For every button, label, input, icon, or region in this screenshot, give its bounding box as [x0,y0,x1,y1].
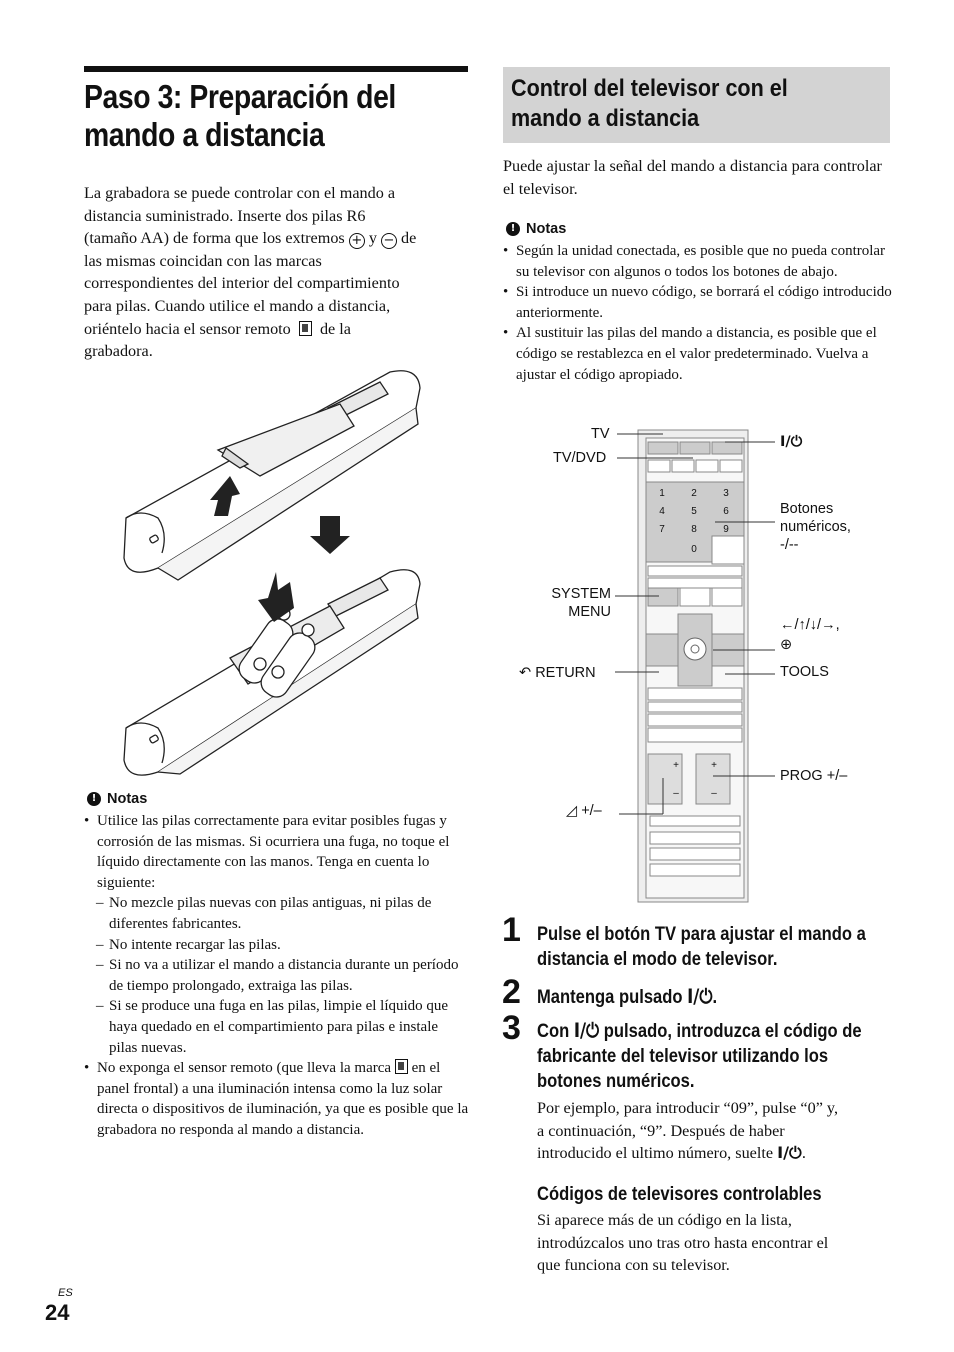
step-number: 3 [502,1009,521,1047]
svg-text:–: – [673,788,679,799]
minus-terminal-icon: − [381,233,397,249]
numeric-key: 5 [691,506,697,517]
volume-icon: ◿ [566,803,578,819]
numeric-key: 0 [691,544,697,555]
notes-heading: ! Notas [87,791,147,807]
svg-text:+: + [711,760,717,771]
return-icon: ↶ [519,665,532,681]
numeric-key: 2 [691,488,697,499]
power-icon: I/⏻ [687,985,713,1008]
step-3-text: Con I/⏻ pulsado, introduzca el código de fabricante del televisor utilizando los botones numéricos. [537,1019,862,1092]
note-item: • Utilice las pilas correctamente para evitar posibles fugas y corrosión de las mismas. Si ocurriera una fuga, no toque el líquido directamente con las manos. Tenga en cuenta lo siguiente: [84,811,470,893]
section-title: Control del televisor con el mando a distancia [511,75,788,132]
label-volume: ◿ +/– [566,803,602,819]
page-title [84,78,419,154]
battery-insertion-illustration [118,368,440,776]
note-item: • Al sustituir las pilas del mando a distancia, es posible que el código se restablezca en el valor predeterminado. Vuelva a ajustar el código apropiado. [503,323,893,385]
enter-icon: ⊕ [780,637,793,653]
note-subitem: – Si no va a utilizar el mando a distancia durante un período de tiempo prolongado, extraiga las pilas. [84,955,470,996]
label-tvdvd: TV/DVD [553,450,607,466]
label-tv: TV [591,426,610,442]
numeric-key: 6 [723,506,729,517]
label-numeric-buttons: Botones numéricos, -/-- [780,501,851,553]
plus-terminal-icon: + [349,233,365,249]
numeric-key: 4 [659,506,665,517]
notes-heading: ! Notas [506,221,566,237]
note-item: • No exponga el sensor remoto (que lleva la marca en el panel frontal) a una iluminación intensa como la luz solar directa o dispositivos de iluminación, ya que es posible que la grabadora no responda al mando a distancia. [84,1058,470,1140]
section-intro: Puede ajustar la señal del mando a distancia para controlar el televisor. [503,157,882,198]
step-number: 2 [502,973,521,1011]
note-icon: ! [87,792,101,806]
diagram-leader-lines [615,430,785,820]
label-arrow-buttons: ←/↑/↓/→, [780,617,840,633]
svg-text:–: – [711,788,717,799]
label-power: I/⏻ [780,434,803,450]
numeric-key: 7 [659,524,665,535]
numeric-key: 9 [723,524,729,535]
title-rule [84,66,468,72]
remote-sensor-icon [299,321,312,336]
svg-text:+: + [673,760,679,771]
left-notes-list [84,811,470,1141]
note-item: • Si introduce un nuevo código, se borrará el código introducido anteriormente. [503,282,893,323]
note-subitem: – No mezcle pilas nuevas con pilas antiguas, ni pilas de diferentes fabricantes. [84,893,470,934]
numeric-key: 8 [691,524,697,535]
numeric-key: 1 [659,488,665,499]
step-3-example: Por ejemplo, para introducir “09”, pulse “0” y, a continuación, “9”. Después de haber introducido el ultimo número, suelte I/⏻. [537,1099,839,1163]
codes-heading: Códigos de televisores controlables [537,1183,822,1205]
power-icon: I/⏻ [573,1019,600,1042]
remote-sensor-icon [395,1059,408,1074]
intro-paragraph: La grabadora se puede controlar con el mando a distancia suministrado. Inserte dos pilas R6 (tamaño AA) de forma que los extremos + y − de las mismas coincidan con las marcas correspondientes del interior del compartimiento para pilas. Cuando utilice el mando a distancia, oriéntelo hacia el sensor remoto de la grabadora. [84,184,417,361]
codes-body: Si aparece más de un código en la lista, introdúzcalos uno tras otro hasta encontrar el que funciona con su televisor. [537,1211,829,1275]
label-prog: PROG +/– [780,768,848,784]
note-icon: ! [506,222,520,236]
note-subitem: – Si se produce una fuga en las pilas, limpie el líquido que haya quedado en el compartimiento para pilas e instale pilas nuevas. [84,996,470,1058]
step-2-text: Mantenga pulsado I/⏻. [537,985,718,1008]
numeric-key: 3 [723,488,729,499]
label-tools: TOOLS [780,664,829,680]
language-tag: ES [58,1287,73,1299]
step-number: 1 [502,911,521,949]
step-1-text: Pulse el botón TV para ajustar el mando a distancia el modo de televisor. [537,923,866,970]
page-title-line: mando a distancia [84,116,325,153]
page-title-line: Paso 3: Preparación del [84,78,396,115]
right-notes-list [503,241,893,385]
page-number: 24 [45,1300,70,1325]
note-item: • Según la unidad conectada, es posible que no pueda controlar su televisor con algunos o todos los botones de abajo. [503,241,893,282]
label-return: ↶ RETURN [519,665,596,681]
label-system-menu: SYSTEM MENU [551,586,611,620]
note-subitem: – No intente recargar las pilas. [84,935,470,956]
power-icon: I/⏻ [777,1143,802,1163]
